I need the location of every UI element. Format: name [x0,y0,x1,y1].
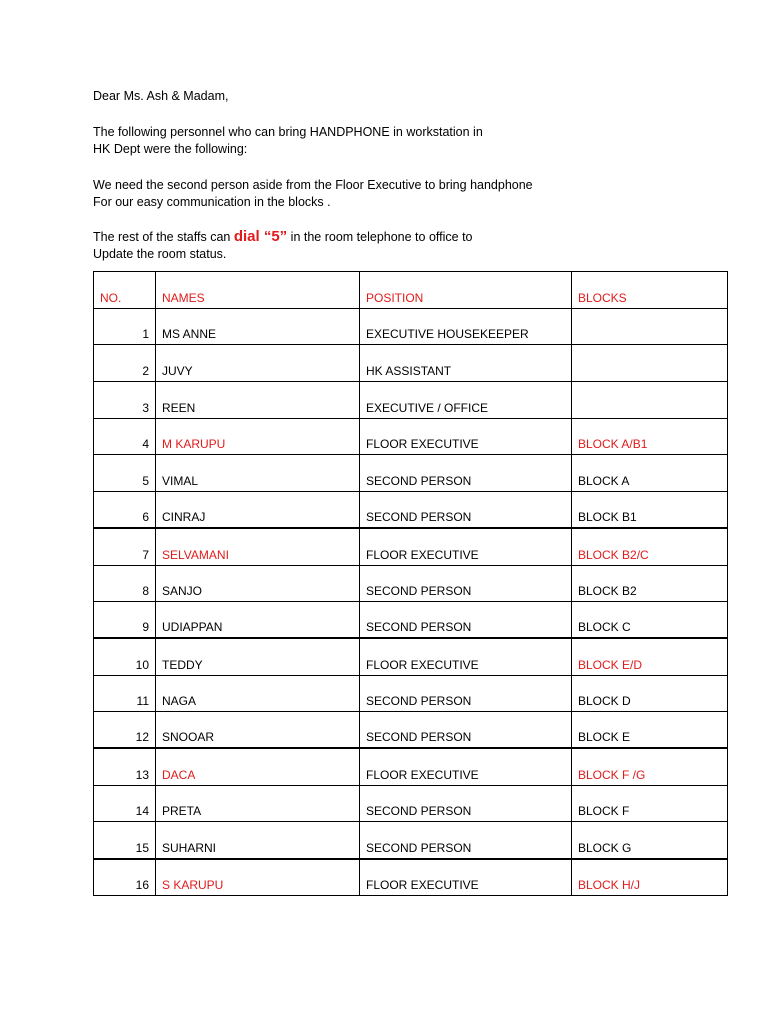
cell-no: 8 [94,565,156,602]
table-row [94,785,728,822]
cell-no: 12 [94,712,156,749]
cell-name: NAGA [156,675,360,712]
cell-name: UDIAPPAN [156,602,360,639]
header-blocks: BLOCKS [572,272,728,309]
cell-no: 10 [94,638,156,675]
cell-no: 16 [94,859,156,896]
cell-block: BLOCK A [572,455,728,492]
cell-no: 2 [94,345,156,382]
cell-position: EXECUTIVE / OFFICE [360,382,572,419]
cell-block: BLOCK E [572,712,728,749]
cell-no: 13 [94,748,156,785]
table-row [94,308,728,345]
personnel-table-body [94,272,728,896]
cell-block: BLOCK H/J [572,859,728,896]
personnel-table [93,271,728,896]
table-header-row [94,272,728,309]
cell-block: BLOCK B2/C [572,528,728,565]
table-row [94,418,728,455]
table-row [94,565,728,602]
cell-block [572,345,728,382]
cell-name: JUVY [156,345,360,382]
cell-name: SELVAMANI [156,528,360,565]
cell-block: BLOCK B2 [572,565,728,602]
cell-no: 5 [94,455,156,492]
cell-no: 7 [94,528,156,565]
table-row [94,675,728,712]
cell-block: BLOCK F /G [572,748,728,785]
cell-name: S KARUPU [156,859,360,896]
table-row [94,602,728,639]
table-row [94,528,728,565]
table-row [94,638,728,675]
cell-block: BLOCK E/D [572,638,728,675]
header-position: POSITION [360,272,572,309]
cell-block: BLOCK B1 [572,492,728,529]
cell-no: 6 [94,492,156,529]
paragraph-3-line-1 [93,228,713,247]
paragraph-1-line-2: HK Dept were the following: [93,142,248,156]
paragraph-2-line-2: For our easy communication in the blocks . [93,195,331,209]
cell-block: BLOCK G [572,822,728,859]
cell-name: CINRAJ [156,492,360,529]
dial-highlight: dial “5” [233,227,288,245]
cell-no: 11 [94,675,156,712]
cell-position: FLOOR EXECUTIVE [360,748,572,785]
cell-no: 14 [94,785,156,822]
cell-no: 4 [94,418,156,455]
cell-position: SECOND PERSON [360,565,572,602]
paragraph-3-line-2: Update the room status. [93,247,227,261]
cell-block [572,382,728,419]
cell-name: M KARUPU [156,418,360,455]
cell-name: SANJO [156,565,360,602]
table-row [94,345,728,382]
cell-position: HK ASSISTANT [360,345,572,382]
cell-name: VIMAL [156,455,360,492]
cell-name: DACA [156,748,360,785]
cell-name: SNOOAR [156,712,360,749]
cell-position: FLOOR EXECUTIVE [360,859,572,896]
cell-position: SECOND PERSON [360,712,572,749]
header-names: NAMES [156,272,360,309]
cell-name: REEN [156,382,360,419]
cell-position: EXECUTIVE HOUSEKEEPER [360,308,572,345]
header-no: NO. [94,272,156,309]
cell-no: 9 [94,602,156,639]
cell-block: BLOCK F [572,785,728,822]
cell-position: SECOND PERSON [360,602,572,639]
table-row [94,492,728,529]
cell-name: TEDDY [156,638,360,675]
cell-no: 1 [94,308,156,345]
cell-position: SECOND PERSON [360,785,572,822]
table-row [94,822,728,859]
table-row [94,455,728,492]
table-row [94,859,728,896]
paragraph-3-after: in the room telephone to office to [287,229,473,244]
letter-body [93,88,713,264]
cell-block: BLOCK C [572,602,728,639]
cell-no: 3 [94,382,156,419]
paragraph-1-line-1: The following personnel who can bring HANDPHONE in workstation in [93,124,483,139]
paragraph-2-line-1: We need the second person aside from the Floor Executive to bring handphone [93,177,533,192]
cell-name: SUHARNI [156,822,360,859]
table-row [94,382,728,419]
salutation: Dear Ms. Ash & Madam, [93,89,229,103]
cell-block: BLOCK A/B1 [572,418,728,455]
cell-name: MS ANNE [156,308,360,345]
cell-position: FLOOR EXECUTIVE [360,528,572,565]
cell-position: SECOND PERSON [360,455,572,492]
cell-block [572,308,728,345]
cell-name: PRETA [156,785,360,822]
cell-block: BLOCK D [572,675,728,712]
table-row [94,712,728,749]
cell-no: 15 [94,822,156,859]
cell-position: SECOND PERSON [360,492,572,529]
cell-position: FLOOR EXECUTIVE [360,418,572,455]
cell-position: SECOND PERSON [360,675,572,712]
cell-position: FLOOR EXECUTIVE [360,638,572,675]
cell-position: SECOND PERSON [360,822,572,859]
table-row [94,748,728,785]
paragraph-3-before: The rest of the staffs can [93,229,234,244]
